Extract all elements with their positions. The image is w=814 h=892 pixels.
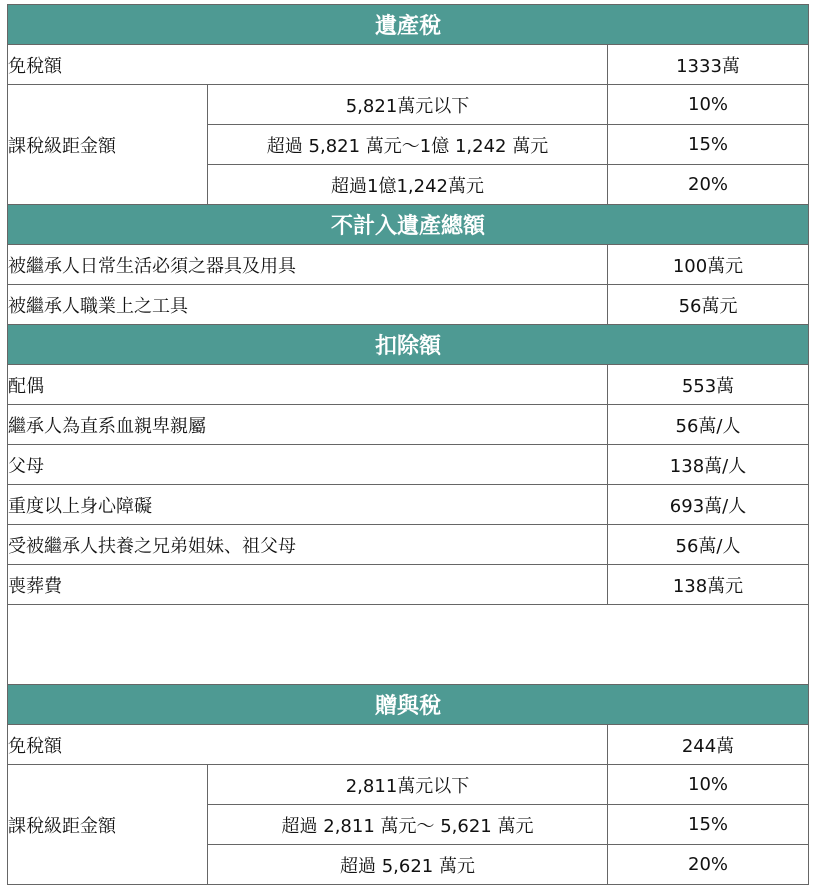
excluded-label: 被繼承人日常生活必須之器具及用具 — [8, 245, 608, 285]
deduction-value: 138萬元 — [608, 565, 809, 605]
estate-bracket-rate: 10% — [608, 85, 809, 125]
estate-exemption-row — [8, 45, 809, 85]
deduction-value: 56萬/人 — [608, 405, 809, 445]
estate-tax-header: 遺產稅 — [8, 5, 809, 45]
blank-cell — [8, 605, 809, 685]
deduction-row — [8, 445, 809, 485]
gift-brackets-label: 課稅級距金額 — [8, 765, 208, 885]
estate-bracket-rate: 20% — [608, 165, 809, 205]
estate-bracket-range: 超過 5,821 萬元～1億 1,242 萬元 — [208, 125, 608, 165]
deduction-label: 配偶 — [8, 365, 608, 405]
gift-exemption-row — [8, 725, 809, 765]
estate-bracket-range: 超過1億1,242萬元 — [208, 165, 608, 205]
deduction-value: 553萬 — [608, 365, 809, 405]
estate-bracket-row — [8, 85, 809, 125]
estate-exemption-value: 1333萬 — [608, 45, 809, 85]
deduction-label: 重度以上身心障礙 — [8, 485, 608, 525]
estate-brackets-label: 課稅級距金額 — [8, 85, 208, 205]
gift-bracket-range: 超過 2,811 萬元～ 5,621 萬元 — [208, 805, 608, 845]
gift-bracket-rate: 20% — [608, 845, 809, 885]
gift-bracket-range: 2,811萬元以下 — [208, 765, 608, 805]
gift-bracket-rate: 15% — [608, 805, 809, 845]
deduction-row — [8, 525, 809, 565]
excluded-header: 不計入遺產總額 — [8, 205, 809, 245]
deduction-value: 56萬/人 — [608, 525, 809, 565]
deductions-header: 扣除額 — [8, 325, 809, 365]
deduction-label: 父母 — [8, 445, 608, 485]
deduction-value: 138萬/人 — [608, 445, 809, 485]
deduction-row — [8, 405, 809, 445]
gift-bracket-range: 超過 5,621 萬元 — [208, 845, 608, 885]
deduction-row — [8, 365, 809, 405]
deduction-label: 喪葬費 — [8, 565, 608, 605]
deduction-label: 受被繼承人扶養之兄弟姐妹、祖父母 — [8, 525, 608, 565]
deduction-value: 693萬/人 — [608, 485, 809, 525]
estate-bracket-rate: 15% — [608, 125, 809, 165]
estate-bracket-range: 5,821萬元以下 — [208, 85, 608, 125]
excluded-row — [8, 245, 809, 285]
excluded-row — [8, 285, 809, 325]
excluded-value: 100萬元 — [608, 245, 809, 285]
excluded-value: 56萬元 — [608, 285, 809, 325]
gift-exemption-value: 244萬 — [608, 725, 809, 765]
estate-tax-header-row — [8, 5, 809, 45]
gift-exemption-label: 免稅額 — [8, 725, 608, 765]
deduction-row — [8, 485, 809, 525]
deduction-row — [8, 565, 809, 605]
deduction-label: 繼承人為直系血親卑親屬 — [8, 405, 608, 445]
estate-exemption-label: 免稅額 — [8, 45, 608, 85]
gift-tax-header-row — [8, 685, 809, 725]
tax-table — [7, 4, 809, 885]
excluded-label: 被繼承人職業上之工具 — [8, 285, 608, 325]
gift-tax-header: 贈與稅 — [8, 685, 809, 725]
deductions-header-row — [8, 325, 809, 365]
blank-row — [8, 605, 809, 685]
gift-bracket-row — [8, 765, 809, 805]
excluded-header-row — [8, 205, 809, 245]
gift-bracket-rate: 10% — [608, 765, 809, 805]
